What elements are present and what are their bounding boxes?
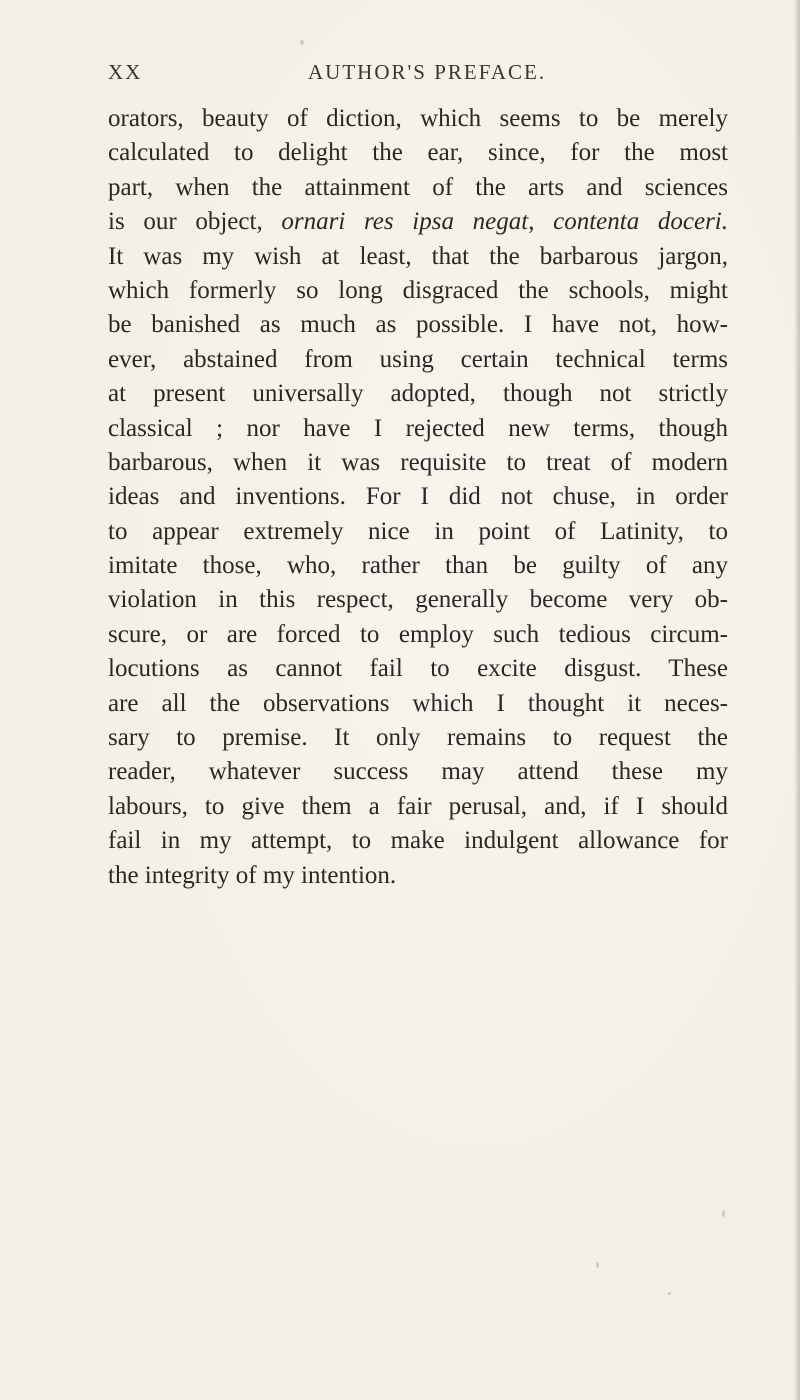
text-line xyxy=(108,859,728,893)
text-line xyxy=(108,308,728,342)
text-line xyxy=(108,240,728,274)
text-segment: which formerly so long disgraced the schools, might xyxy=(108,276,728,304)
text-line xyxy=(108,171,728,205)
text-line xyxy=(108,721,728,755)
text-line xyxy=(108,755,728,789)
text-segment: at present universally adopted, though not strictly xyxy=(108,380,728,408)
text-line xyxy=(108,343,728,377)
text-segment: labours, to give them a fair perusal, and, if I should xyxy=(108,792,728,820)
paper-speck xyxy=(722,1210,725,1217)
text-segment: , xyxy=(528,208,554,236)
text-segment: ever, abstained from using certain technical terms xyxy=(108,345,728,373)
text-segment: part, when the attainment of the arts and sciences xyxy=(108,173,728,201)
text-segment: barbarous, when it was requisite to treat of modern xyxy=(108,448,728,476)
text-line xyxy=(108,102,728,136)
page-header xyxy=(108,60,720,92)
page-edge-shadow xyxy=(794,0,800,1400)
page-number: XX xyxy=(108,60,143,84)
text-segment: scure, or are forced to employ such tedious circum- xyxy=(108,620,728,648)
italic-text: ornari res ipsa negat xyxy=(281,208,529,236)
text-line xyxy=(108,549,728,583)
text-segment: are all the observations which I thought it neces- xyxy=(108,689,728,717)
text-segment: calculated to delight the ear, since, for the most xyxy=(108,139,728,167)
text-segment: reader, whatever success may attend these my xyxy=(108,758,728,786)
text-segment: classical ; nor have I rejected new terms, though xyxy=(108,414,728,442)
text-segment: It was my wish at least, that the barbarous jargon, xyxy=(108,242,728,270)
text-segment: is our object, xyxy=(108,208,282,236)
paper-speck xyxy=(668,1292,671,1295)
text-segment: sary to premise. It only remains to request the xyxy=(108,724,728,752)
text-line xyxy=(108,480,728,514)
text-line xyxy=(108,652,728,686)
text-line xyxy=(108,515,728,549)
text-line xyxy=(108,687,728,721)
text-segment: imitate those, who, rather than be guilty of any xyxy=(108,552,728,580)
text-segment: the integrity of my intention. xyxy=(108,861,397,889)
body-text xyxy=(108,102,728,893)
text-line xyxy=(108,205,728,239)
paper-speck xyxy=(596,1262,599,1268)
text-segment: orators, beauty of diction, which seems to be merely xyxy=(108,105,728,132)
text-line xyxy=(108,274,728,308)
text-line xyxy=(108,824,728,858)
text-line xyxy=(108,136,728,170)
running-head: AUTHOR'S PREFACE. xyxy=(308,60,547,84)
text-segment: violation in this respect, generally become very ob- xyxy=(108,586,728,614)
text-segment: ideas and inventions. For I did not chuse, in order xyxy=(108,483,728,511)
paper-speck xyxy=(300,40,304,45)
text-line xyxy=(108,618,728,652)
text-line xyxy=(108,446,728,480)
text-line xyxy=(108,377,728,411)
text-line xyxy=(108,790,728,824)
italic-text: contenta doceri. xyxy=(553,208,729,236)
text-line xyxy=(108,412,728,446)
text-segment: to appear extremely nice in point of Latinity, to xyxy=(108,517,728,545)
text-segment: locutions as cannot fail to excite disgust. These xyxy=(108,655,728,683)
text-line xyxy=(108,583,728,617)
text-segment: fail in my attempt, to make indulgent allowance for xyxy=(108,827,728,855)
text-segment: be banished as much as possible. I have not, how- xyxy=(108,311,728,339)
